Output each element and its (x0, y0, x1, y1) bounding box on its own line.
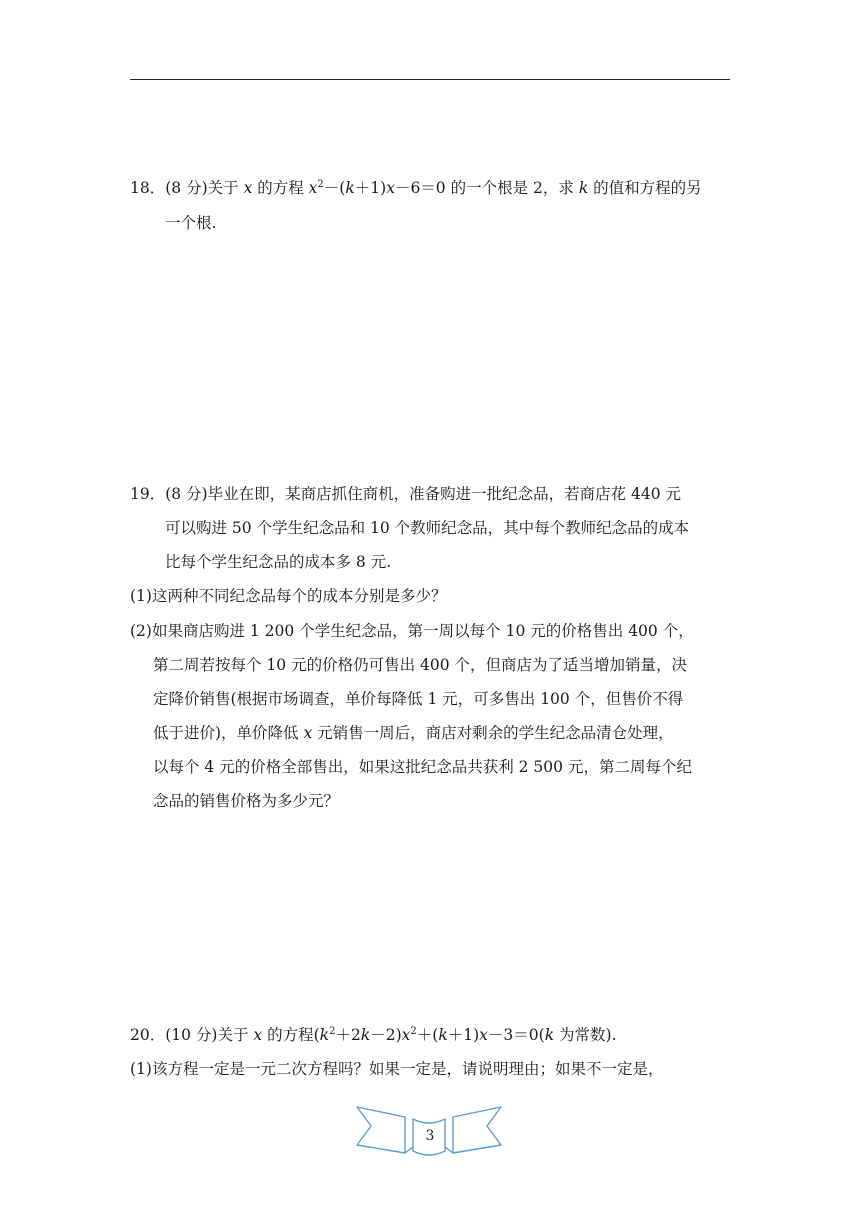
q18-line-1: 18．(8 分)关于 x 的方程 $x^2-(k+1)x-6=0$ 的一个根是 2，求 k 的值和方程的另 (130, 179, 702, 197)
q19-part-2-line-4: 低于进价)，单价降低 x 元销售一周后，商店对剩余的学生纪念品清仓处理， (153, 724, 674, 742)
q20-line-1: 20．(10 分)关于 x 的方程$(k^2+2k-2)x^2+(k+1)x-3=0(k$ 为常数). (130, 1026, 617, 1044)
q19-part-1: (1)这两种不同纪念品每个的成本分别是多少？ (130, 587, 447, 605)
page-number: 3 (425, 1128, 435, 1144)
header-rule (130, 79, 730, 80)
q18-line-2: 一个根. (165, 214, 217, 232)
q19-part-2-line-2: 第二周若按每个 10 元的价格仍可售出 400 个，但商店为了适当增加销量，决 (153, 656, 688, 674)
q19-line-1: 19．(8 分)毕业在即，某商店抓住商机，准备购进一批纪念品，若商店花 440 元 (130, 485, 682, 503)
q19-part-2-line-6: 念品的销售价格为多少元？ (153, 792, 340, 810)
q19-line-3: 比每个学生纪念品的成本多 8 元. (165, 553, 392, 571)
q19-part-2-line-5: 以每个 4 元的价格全部售出，如果这批纪念品共获利 2 500 元，第二周每个纪 (153, 758, 692, 776)
q19-part-2-line-1: (2)如果商店购进 1 200 个学生纪念品，第一周以每个 10 元的价格售出 400 个， (130, 622, 694, 640)
q20-part-1: (1)该方程一定是一元二次方程吗？如果一定是，请说明理由；如果不一定是， (130, 1060, 664, 1078)
q19-part-2-line-3: 定降价销售(根据市场调查，单价每降低 1 元，可多售出 100 个，但售价不得 (153, 690, 684, 708)
q19-line-2: 可以购进 50 个学生纪念品和 10 个教师纪念品，其中每个教师纪念品的成本 (165, 519, 690, 537)
